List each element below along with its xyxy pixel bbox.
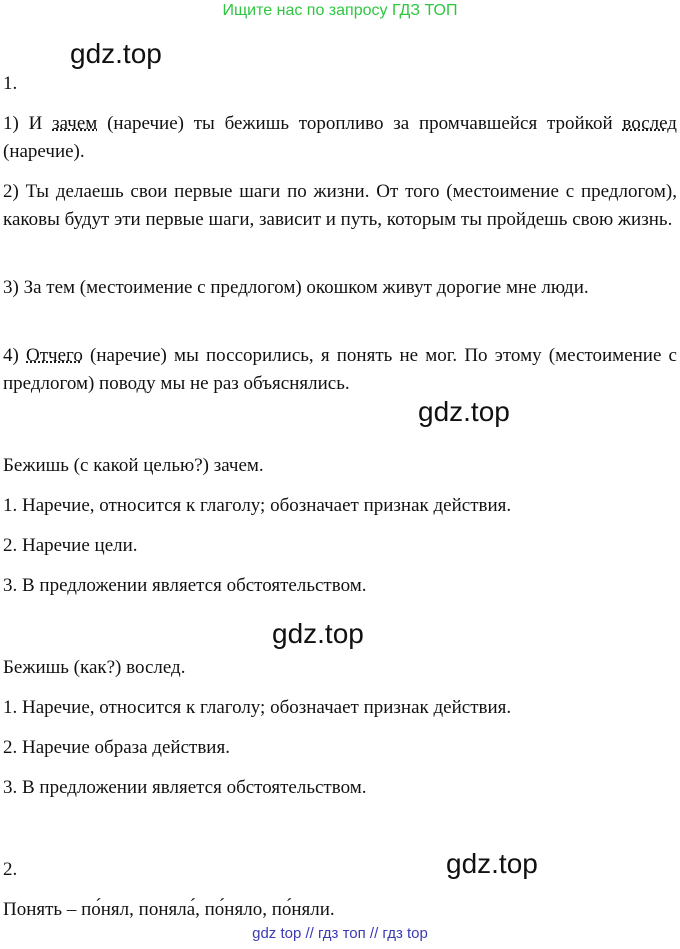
adverb-word: зачем [52,113,98,134]
analysis-line: 1. Наречие, относится к глаголу; обозначает признак действия. [3,495,512,516]
sentence-2: 2) Ты делаешь свои первые шаги по жизни. От того (местоимение с предлогом), каковы будут эти первые шаги, зависит и путь, которым ты пройдешь свою жизнь. [3,181,677,230]
sentence-text: (наречие). [3,141,85,162]
analysis-line: 3. В предложении является обстоятельством. [3,575,367,596]
task-number: 2. [3,859,18,880]
analysis-1-title: Бежишь (с какой целью?) зачем. [3,455,264,476]
sentence-3: 3) За тем (местоимение с предлогом) окошком живут дорогие мне люди. [3,277,589,298]
watermark: gdz.top [272,618,364,649]
sentence-text: 4) [3,345,26,366]
watermark: gdz.top [70,38,162,69]
stress-forms: Понять – по́нял, поняла́, по́няло, по́няли. [3,899,335,920]
watermark: gdz.top [418,396,510,427]
footer-links[interactable]: gdz top // гдз топ // гдз top [252,925,428,942]
adverb-word: Отчего [26,345,83,366]
search-banner[interactable]: Ищите нас по запросу ГДЗ ТОП [222,2,458,19]
task-number: 1. [3,73,18,94]
analysis-2-title: Бежишь (как?) вослед. [3,657,186,678]
sentence-1 [3,110,677,166]
sentence-text: (наречие) мы поссорились, я понять не мог. По этому (местоимение с предлогом) поводу мы не раз объяснялись. [3,345,677,394]
adverb-word: вослед [622,113,677,134]
analysis-line: 2. Наречие цели. [3,535,138,556]
sentence-4 [3,342,677,398]
sentence-text: 1) И [3,113,53,134]
analysis-line: 2. Наречие образа действия. [3,737,230,758]
analysis-line: 3. В предложении является обстоятельством. [3,777,367,798]
sentence-text: (наречие) ты бежишь торопливо за промчавшейся тройкой [97,113,623,134]
analysis-line: 1. Наречие, относится к глаголу; обозначает признак действия. [3,697,512,718]
watermark: gdz.top [446,848,538,879]
